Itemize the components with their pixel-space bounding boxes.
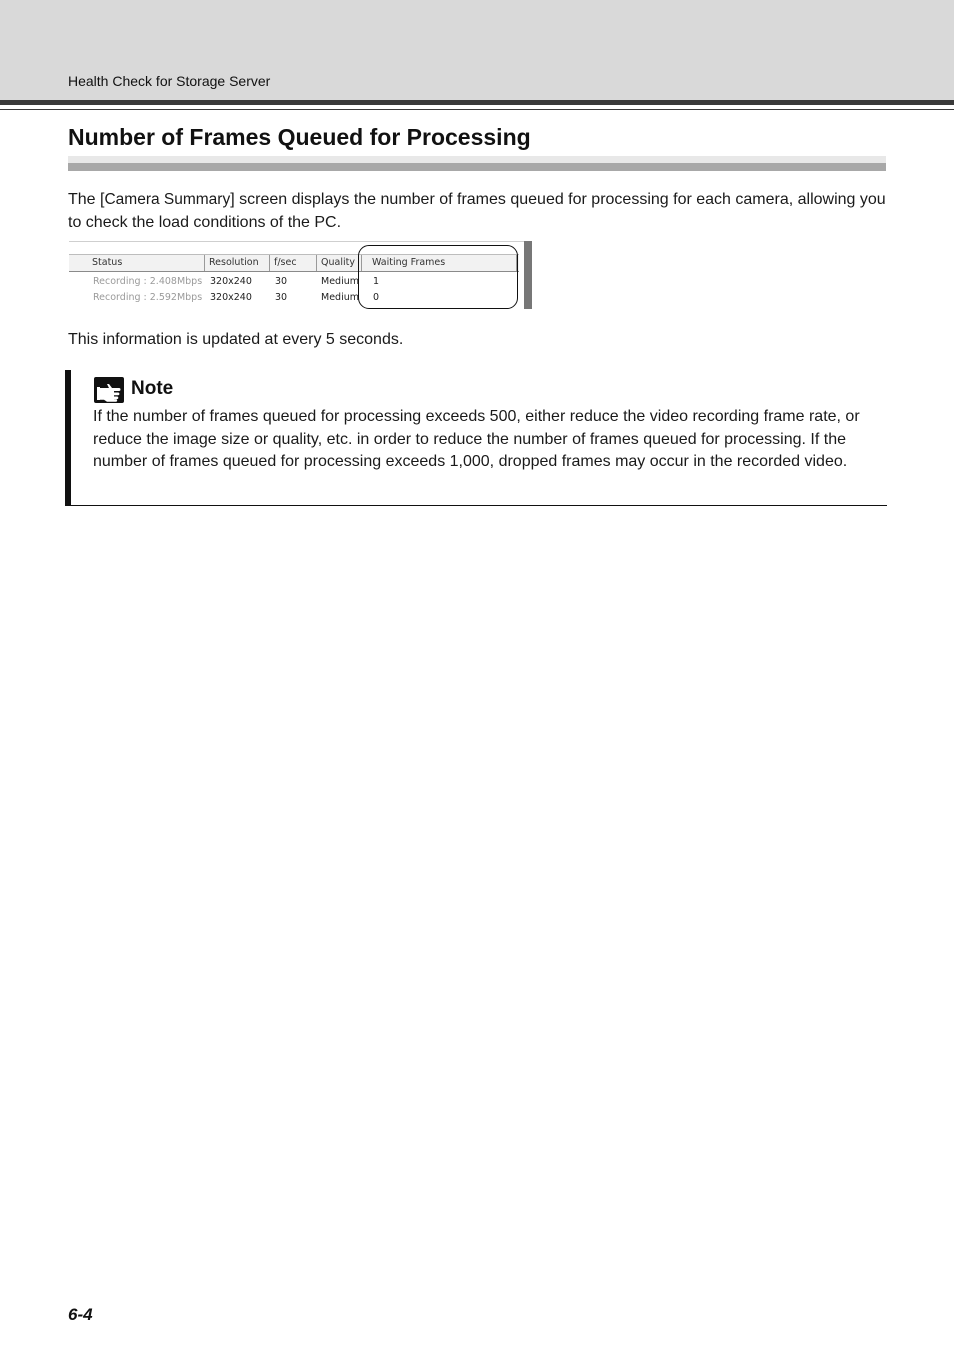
cell-fps: 30 [275, 292, 288, 303]
title-underline-bar [68, 156, 886, 171]
column-header-resolution[interactable]: Resolution [205, 255, 270, 271]
cell-quality: Medium [321, 276, 359, 287]
cell-waiting-frames: 1 [373, 276, 380, 287]
intro-paragraph [68, 189, 886, 234]
column-header-waiting-frames[interactable]: Waiting Frames [368, 255, 517, 271]
cell-resolution: 320x240 [210, 292, 252, 303]
note-left-bar [65, 370, 71, 506]
ui-term-camera-summary: Camera Summary [104, 191, 231, 208]
camera-summary-screenshot [69, 241, 533, 311]
note-bottom-rule [65, 505, 887, 506]
running-title: Health Check for Storage Server [68, 73, 271, 89]
cell-status: Recording : 2.592Mbps [93, 292, 203, 303]
column-header-status[interactable]: Status [88, 255, 205, 271]
header-rule-thick [0, 100, 954, 105]
header-rule-thin [0, 109, 954, 110]
note-text: If the number of frames queued for processing exceeds 500, either reduce the video recording frame rate, or reduce the image size or quality, etc. in order to reduce the number of frames queued for processing. If the number of frames queued for processing exceeds 1,000, dropped frames may occur in the recorded video. [93, 408, 860, 470]
update-info-paragraph: This information is updated at every 5 seconds. [68, 331, 404, 348]
table-top-border [69, 241, 525, 242]
pointing-hand-icon [94, 377, 124, 403]
cell-status: Recording : 2.408Mbps [93, 276, 203, 287]
column-header-quality[interactable]: Quality [317, 255, 362, 271]
note-title: Note [131, 378, 174, 399]
cell-waiting-frames: 0 [373, 292, 380, 303]
cell-fps: 30 [275, 276, 288, 287]
vertical-scrollbar[interactable] [524, 241, 532, 309]
intro-prefix: The [ [68, 191, 105, 208]
column-header-fps[interactable]: f/sec [270, 255, 317, 271]
page-number: 6-4 [68, 1305, 93, 1324]
cell-quality: Medium [321, 292, 359, 303]
cell-resolution: 320x240 [210, 276, 252, 287]
page-header [0, 0, 954, 100]
section-title: Number of Frames Queued for Processing [68, 124, 531, 150]
waiting-frames-highlight [358, 245, 518, 309]
intro-suffix: ] screen displays the number of frames queued for processing for each camera, allowing you to check the load conditions of the PC. [68, 191, 886, 231]
